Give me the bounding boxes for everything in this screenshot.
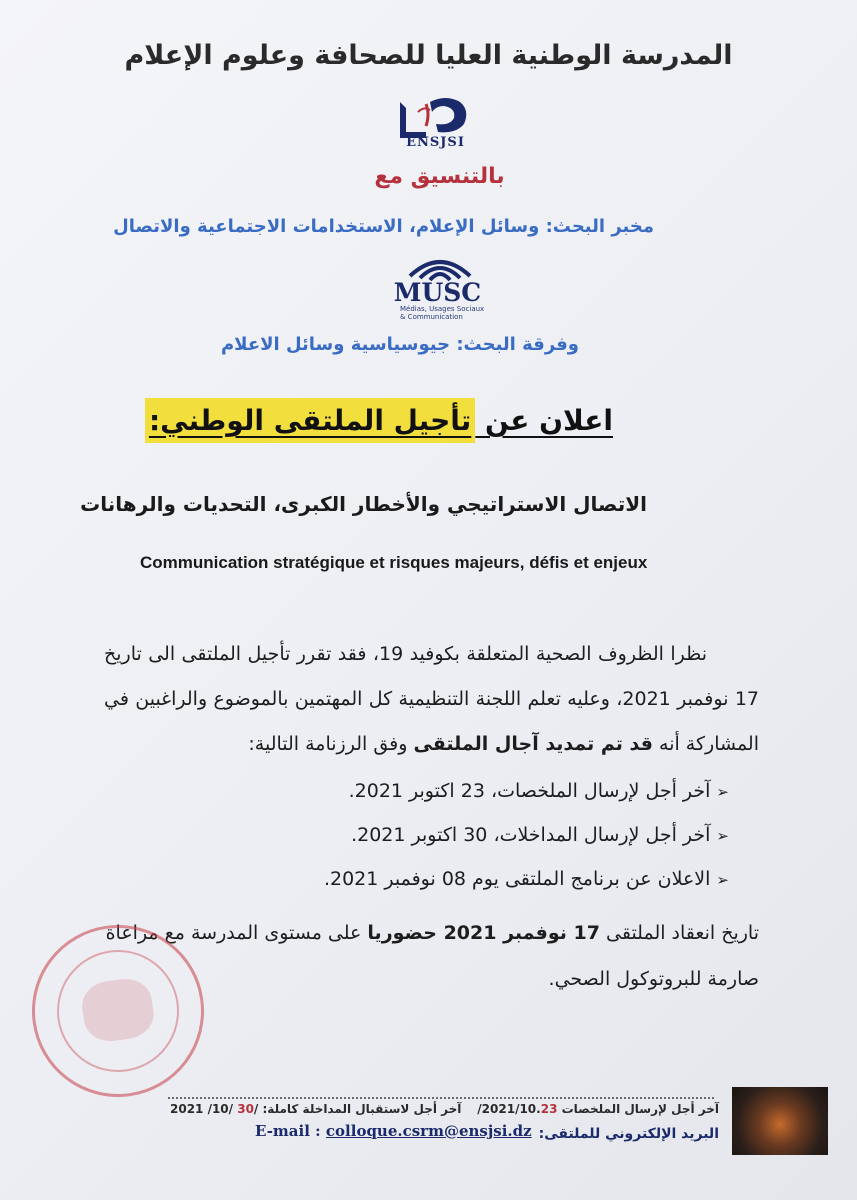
abstracts-date-rest: /2021/10.: [477, 1102, 541, 1116]
list-item: [324, 770, 729, 814]
email-link[interactable]: colloque.csrm@ensjsi.dz: [325, 1122, 532, 1140]
paragraph-bold-text: قد تم تمديد آجال الملتقى: [413, 733, 653, 755]
abstracts-date: [477, 1102, 557, 1116]
institution-title: المدرسة الوطنية العليا للصحافة وعلوم الإعلام: [124, 40, 733, 71]
musc-logo-subtitle: [400, 305, 484, 321]
papers-date-day: 30: [237, 1102, 254, 1116]
musc-subtitle-line-2: & Communication: [400, 313, 463, 321]
announcement-prefix: اعلان عن: [475, 404, 613, 437]
arrow-bullet-icon: ➢: [716, 827, 729, 845]
list-item-text: آخر أجل لإرسال المداخلات، 30 اكتوبر 2021.: [351, 824, 711, 846]
deadline-list: [324, 770, 729, 902]
postponement-paragraph: [104, 632, 759, 767]
research-lab-line: مخبر البحث: وسائل الإعلام، الاستخدامات الاجتماعية والاتصال: [113, 216, 654, 237]
research-team-line: وفرقة البحث: جيوسياسية وسائل الاعلام: [220, 334, 579, 355]
papers-deadline-footer: [170, 1102, 461, 1116]
abstracts-deadline-footer: [477, 1102, 719, 1116]
list-item: [324, 814, 729, 858]
final-text-end: على مستوى المدرسة مع مراعاة صارمة للبروتوكول الصحي.: [105, 922, 759, 990]
coordination-heading: بالتنسيق مع: [374, 164, 505, 189]
list-item-text: آخر أجل لإرسال الملخصات، 23 اكتوبر 2021.: [348, 780, 711, 802]
footer-photo: [732, 1087, 828, 1155]
footer-separator: [168, 1097, 714, 1099]
announcement-highlight: تأجيل الملتقى الوطني:: [145, 398, 475, 443]
abstracts-label: آخر أجل لإرسال الملخصات: [557, 1102, 719, 1116]
list-item-text: الاعلان عن برنامج الملتقى يوم 08 نوفمبر 2021.: [323, 868, 711, 890]
papers-label: آخر أجل لاستقبال المداخلة كاملة:: [258, 1102, 462, 1116]
announcement-heading: [145, 404, 613, 437]
ensjsi-logo-text: ENSJSI: [406, 135, 465, 150]
musc-subtitle-line-1: Médias, Usages Sociaux: [400, 305, 485, 313]
papers-date: 2021 /10/ 30/: [170, 1102, 259, 1116]
email-line: [255, 1122, 532, 1140]
arrow-bullet-icon: ➢: [716, 783, 729, 801]
final-bold-text: 17 نوفمبر 2021 حضوريا: [367, 922, 600, 944]
final-text-start: تاريخ انعقاد الملتقى: [599, 922, 759, 944]
colloquium-date-paragraph: [104, 910, 759, 1002]
theme-french: Communication stratégique et risques majeurs, défis et enjeux: [140, 553, 648, 572]
arrow-bullet-icon: ➢: [716, 871, 729, 889]
theme-arabic: الاتصال الاستراتيجي والأخطار الكبرى، التحديات والرهانات: [80, 492, 647, 516]
paragraph-text-start: نظرا الظروف الصحية المتعلقة بكوفيد 19، فقد تقرر تأجيل الملتقى الى تاريخ 17 نوفمبر 2021، وعليه تعلم اللجنة التنظيمية كل المهتمين بالموضوع والراغبين في المشاركة أنه: [104, 643, 759, 755]
papers-date-rest: 2021 /10/: [170, 1102, 238, 1116]
paragraph-text-end: وفق الرزنامة التالية:: [248, 733, 414, 755]
musc-logo-text: MUSC: [393, 278, 482, 307]
list-item: [324, 858, 729, 902]
email-label: البريد الإلكتروني للملتقى:: [538, 1126, 719, 1142]
email-prefix: E-mail :: [255, 1122, 326, 1140]
abstracts-date-day: 23: [540, 1102, 558, 1116]
